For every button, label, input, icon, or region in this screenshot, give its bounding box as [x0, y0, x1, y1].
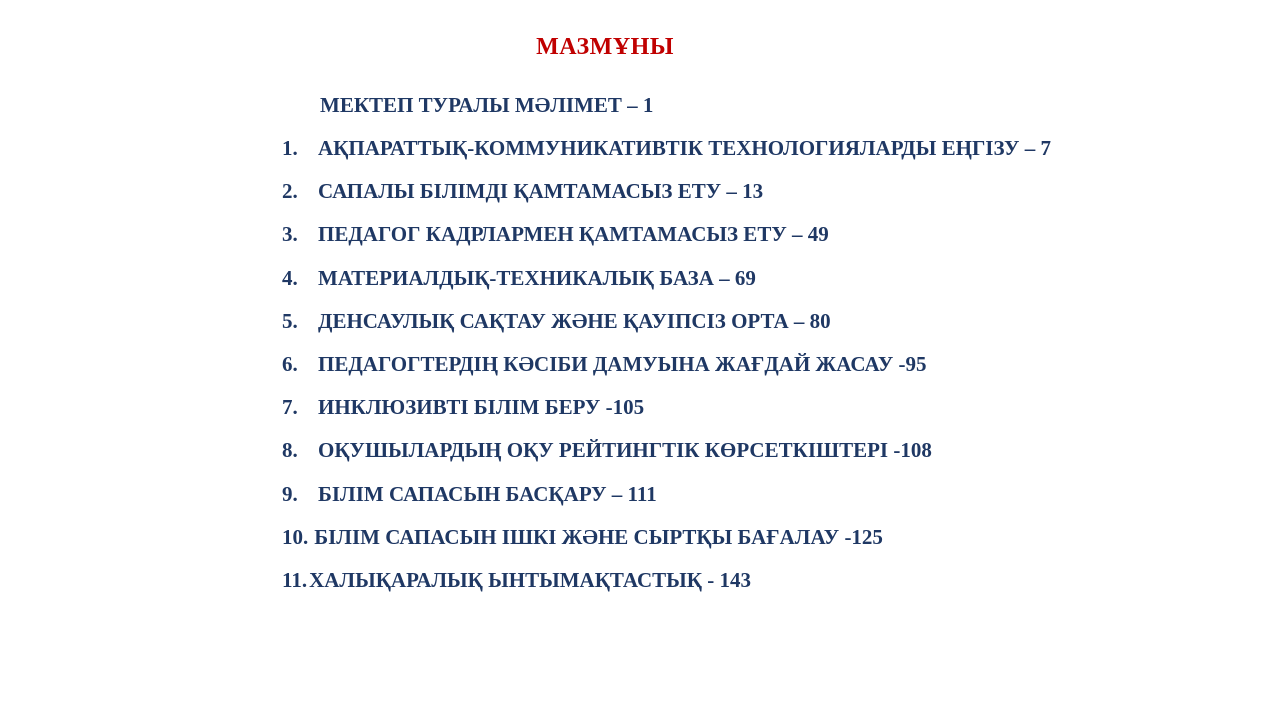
toc-item-text: ОҚУШЫЛАРДЫҢ ОҚУ РЕЙТИНГТІК КӨРСЕТКІШТЕРІ -108	[318, 438, 932, 463]
toc-item-5	[282, 308, 1051, 351]
toc-item-text: БІЛІМ САПАСЫН ІШКІ ЖӘНЕ СЫРТҚЫ БАҒАЛАУ -125	[314, 524, 883, 549]
toc-item-text: БІЛІМ САПАСЫН БАСҚАРУ – 111	[318, 481, 657, 506]
page-title: МАЗМҰНЫ	[536, 34, 674, 60]
toc-item-number: 10.	[282, 524, 309, 549]
toc-item-text: МАТЕРИАЛДЫҚ-ТЕХНИКАЛЫҚ БАЗА – 69	[318, 265, 756, 290]
toc-item-text: АҚПАРАТТЫҚ-КОММУНИКАТИВТІК ТЕХНОЛОГИЯЛАРДЫ ЕҢГІЗУ – 7	[318, 136, 1051, 160]
toc-item-number: 11.	[282, 567, 308, 592]
toc-item-text: ПЕДАГОГ КАДРЛАРМЕН ҚАМТАМАСЫЗ ЕТУ – 49	[318, 222, 829, 247]
toc-item-number: 6.	[282, 351, 298, 376]
toc-item-8	[282, 437, 1051, 480]
toc-item-text: ХАЛЫҚАРАЛЫҚ ЫНТЫМАҚТАСТЫҚ - 143	[309, 567, 752, 592]
toc-item-number: 9.	[282, 481, 298, 506]
toc-item-10	[282, 524, 1051, 567]
toc-item-text: ИНКЛЮЗИВТІ БІЛІМ БЕРУ -105	[318, 395, 645, 420]
toc-item-number: 7.	[282, 395, 298, 420]
toc-item-number: 5.	[282, 308, 298, 333]
toc-item-text: ДЕНСАУЛЫҚ САҚТАУ ЖӘНЕ ҚАУІПСІЗ ОРТА – 80	[318, 308, 831, 333]
toc-item-3	[282, 221, 1051, 264]
toc-item-2	[282, 178, 1051, 221]
toc-item-9	[282, 481, 1051, 524]
toc-item-1	[282, 135, 1051, 178]
toc-item-6	[282, 351, 1051, 394]
toc-item-text: САПАЛЫ БІЛІМДІ ҚАМТАМАСЫЗ ЕТУ – 13	[318, 179, 764, 204]
toc-item-number: 2.	[282, 179, 298, 204]
toc-item-7	[282, 394, 1051, 437]
toc-item-number: 8.	[282, 438, 298, 463]
toc-item-text: ПЕДАГОГТЕРДІҢ КӘСІБИ ДАМУЫНА ЖАҒДАЙ ЖАСАУ -95	[318, 351, 927, 376]
toc-item-number: 1.	[282, 136, 298, 160]
table-of-contents	[282, 135, 1051, 610]
intro-line: МЕКТЕП ТУРАЛЫ МӘЛІМЕТ – 1	[320, 93, 654, 117]
toc-item-number: 3.	[282, 222, 298, 247]
toc-item-4	[282, 265, 1051, 308]
toc-item-11	[282, 567, 1051, 610]
toc-item-number: 4.	[282, 265, 298, 290]
